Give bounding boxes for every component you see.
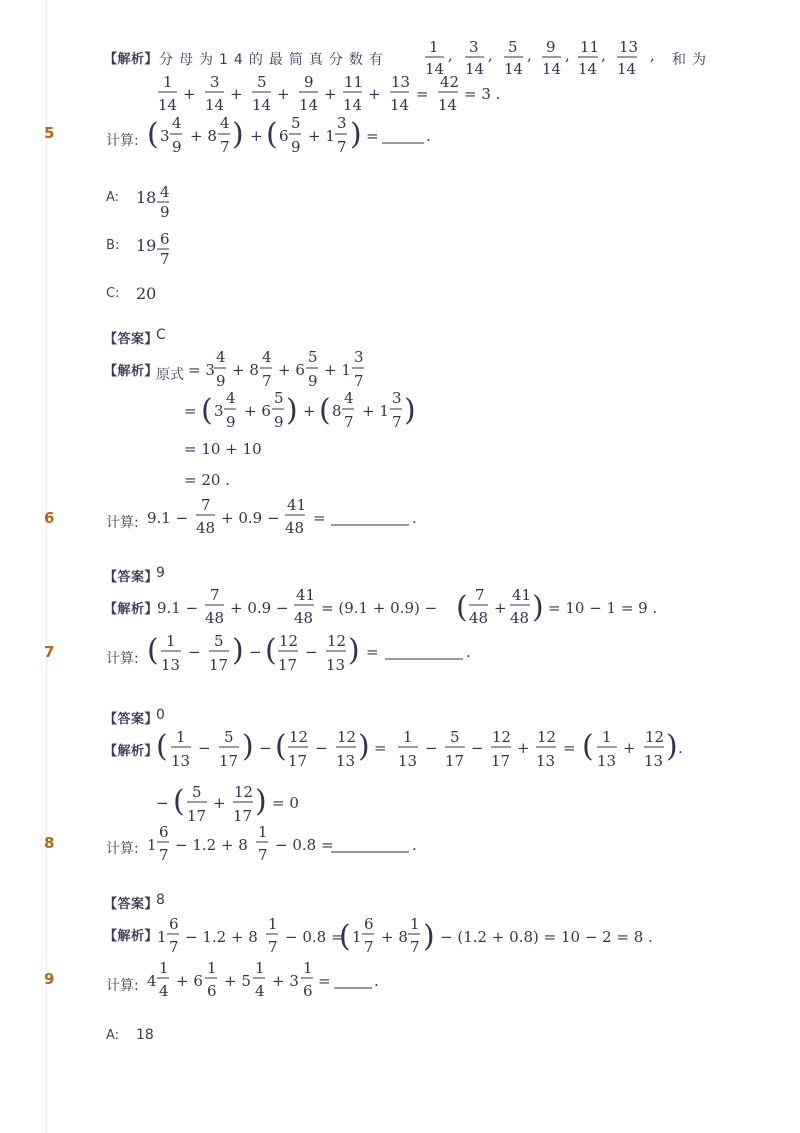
svg-text:7: 7 [169,938,179,956]
svg-text:8: 8 [332,402,342,420]
svg-text:6: 6 [160,230,170,248]
svg-text:4: 4 [262,348,272,366]
svg-text:5: 5 [308,348,318,366]
svg-text:48: 48 [510,609,530,627]
svg-text:): ) [404,393,416,428]
svg-text:+: + [250,127,263,145]
svg-text:1: 1 [429,38,439,56]
svg-text:13: 13 [597,752,617,770]
svg-text:41: 41 [512,586,532,604]
svg-text:14: 14 [504,60,524,78]
svg-text:14: 14 [390,96,410,114]
svg-text:6: 6 [207,982,217,1000]
svg-text:+ 6: + 6 [278,361,305,379]
svg-text:7: 7 [210,586,220,604]
svg-text:7: 7 [201,496,211,514]
problem-number: 7 [44,643,55,661]
svg-text:7: 7 [220,138,230,156]
svg-text:17: 17 [219,752,239,770]
svg-text:= 10 − 1 = 9 .: = 10 − 1 = 9 . [548,599,658,617]
svg-text:+ 8: + 8 [381,928,408,946]
svg-text:6: 6 [364,915,374,933]
svg-text:17: 17 [445,752,465,770]
svg-text:14: 14 [343,96,363,114]
svg-text:3: 3 [337,114,347,132]
svg-text:): ) [286,393,298,428]
svg-text:7: 7 [159,846,169,864]
analysis-tag: 【解析】 [104,364,159,379]
svg-text:11: 11 [344,73,364,91]
svg-text:): ) [255,784,267,819]
svg-text:): ) [242,729,254,764]
svg-text:): ) [666,729,678,764]
svg-text:9: 9 [172,138,182,156]
prompt-label: 计算: [106,978,139,994]
prompt-label: 计算: [106,651,139,667]
svg-text:−: − [305,643,318,661]
svg-text:13: 13 [619,38,639,56]
svg-text:.: . [412,836,417,854]
svg-text:−: − [315,739,328,757]
svg-text:4: 4 [344,389,354,407]
svg-text:(: ( [201,393,213,428]
svg-text:13: 13 [644,752,664,770]
svg-text:): ) [350,117,362,152]
svg-text:13: 13 [536,752,556,770]
svg-text:= 0: = 0 [272,794,299,812]
prompt-label: 计算: [106,841,139,857]
svg-text:= 10 + 10: = 10 + 10 [184,440,262,458]
svg-text:,: , [488,46,493,64]
svg-text:+ 6: + 6 [244,402,271,420]
option-letter[interactable]: A: [106,1028,120,1043]
svg-text:12: 12 [234,783,254,801]
svg-text:4: 4 [160,183,170,201]
problem5-expression [147,114,431,156]
svg-text:3: 3 [160,127,170,145]
svg-text:7: 7 [410,938,420,956]
svg-text:7: 7 [160,250,170,268]
svg-text:9: 9 [226,413,236,431]
option-letter[interactable]: A: [106,190,120,205]
svg-text:=: = [366,643,379,661]
svg-text:9: 9 [304,73,314,91]
svg-text:14: 14 [299,96,319,114]
svg-text:=: = [184,402,197,420]
svg-text:41: 41 [287,496,307,514]
svg-text:): ) [232,633,244,668]
svg-text:−: − [198,739,211,757]
svg-text:.: . [426,127,431,145]
answer-value: 9 [156,565,165,581]
svg-text:12: 12 [537,728,557,746]
svg-text:3: 3 [214,402,224,420]
svg-text:+: + [230,85,243,103]
svg-text:5: 5 [192,783,202,801]
svg-text:+: + [623,739,636,757]
svg-text:1: 1 [166,632,176,650]
svg-text:5: 5 [214,632,224,650]
svg-text:13: 13 [326,656,346,674]
svg-text:14: 14 [578,60,598,78]
svg-text:17: 17 [209,656,229,674]
problem8-expression [147,823,417,864]
svg-text:7: 7 [268,938,278,956]
svg-text:14: 14 [617,60,637,78]
svg-text:13: 13 [398,752,418,770]
svg-text:=: = [563,739,576,757]
svg-text:12: 12 [279,632,299,650]
problem5-analysis [184,348,416,489]
problem-number: 5 [44,124,55,142]
svg-text:4: 4 [172,114,182,132]
problem6-analysis [157,586,657,627]
intro-fractions [425,38,655,78]
svg-text:1: 1 [258,823,268,841]
svg-text:12: 12 [289,728,309,746]
answer-value: 0 [156,707,165,723]
svg-text:(: ( [147,633,159,668]
svg-text:= 3 .: = 3 . [464,85,501,103]
svg-text:7: 7 [364,938,374,956]
svg-text:1: 1 [157,928,167,946]
svg-text:48: 48 [196,519,216,537]
svg-text:(: ( [147,117,159,152]
svg-text:+ 8: + 8 [232,361,259,379]
svg-text:7: 7 [392,413,402,431]
svg-text:48: 48 [294,609,314,627]
problem-number: 6 [44,509,55,527]
svg-text:5: 5 [450,728,460,746]
svg-text:1: 1 [207,959,217,977]
svg-text:1: 1 [255,959,265,977]
answer-tag: 【答案】 [104,570,159,585]
svg-text:(: ( [582,729,594,764]
svg-text:,: , [565,46,570,64]
svg-text:17: 17 [288,752,308,770]
svg-text:48: 48 [285,519,305,537]
svg-text:9.1 −: 9.1 − [157,599,199,617]
svg-text:13: 13 [336,752,356,770]
svg-text:+: + [517,739,530,757]
svg-text:14: 14 [542,60,562,78]
svg-text:13: 13 [161,656,181,674]
svg-text:3: 3 [469,38,479,56]
analysis-tag: 【解析】 [104,52,159,67]
option-value[interactable]: 18 [136,1027,154,1043]
svg-text:5: 5 [291,114,301,132]
option-value[interactable]: 20 [136,284,157,303]
svg-text:.: . [466,643,471,661]
svg-text:1: 1 [163,73,173,91]
svg-text:,: , [601,46,606,64]
svg-text:+ 3: + 3 [272,972,299,990]
svg-text:=: = [366,127,379,145]
svg-text:14: 14 [425,60,445,78]
svg-text:13: 13 [391,73,411,91]
original-label: 原式 [156,367,184,383]
problem9-expression [147,959,379,1000]
svg-text:=: = [313,509,326,527]
svg-text:− 1.2 + 8: − 1.2 + 8 [175,836,248,854]
svg-text:+ 6: + 6 [176,972,203,990]
answer-tag: 【答案】 [104,712,159,727]
svg-text:48: 48 [205,609,225,627]
problem7-expression [147,632,471,674]
svg-text:7: 7 [337,138,347,156]
svg-text:+ 0.9 −: + 0.9 − [221,509,280,527]
svg-text:.: . [412,509,417,527]
svg-text:(: ( [339,919,351,954]
svg-text:1: 1 [176,728,186,746]
svg-text:− 0.8 =: − 0.8 = [275,836,334,854]
answer-value: C [156,327,166,343]
svg-text:=: = [374,739,387,757]
svg-text:12: 12 [327,632,347,650]
intro-text: 分母为14的最简真分数有 [159,52,389,68]
svg-text:(: ( [456,590,468,625]
svg-text:3: 3 [354,348,364,366]
svg-text:): ) [348,633,360,668]
problem7-analysis [156,728,683,825]
svg-text:= 3: = 3 [188,361,215,379]
svg-text:1: 1 [147,836,157,854]
svg-text:12: 12 [645,728,665,746]
intro-and-text: 和为 [672,52,712,68]
svg-text:4: 4 [216,348,226,366]
svg-text:14: 14 [158,96,178,114]
option-value[interactable]: 19 [136,236,157,255]
option-value[interactable]: 18 [136,188,157,207]
svg-text:,: , [448,46,453,64]
svg-text:+ 1: + 1 [324,361,351,379]
svg-text:7: 7 [344,413,354,431]
svg-text:− 1.2 + 8: − 1.2 + 8 [185,928,258,946]
svg-text:17: 17 [491,752,511,770]
svg-text:6: 6 [303,982,313,1000]
svg-text:9: 9 [274,413,284,431]
svg-text:= (9.1 + 0.9) −: = (9.1 + 0.9) − [321,599,438,617]
svg-text:3: 3 [210,73,220,91]
svg-text:14: 14 [465,60,485,78]
svg-text:− (1.2 + 0.8) = 10 − 2 = 8 .: − (1.2 + 0.8) = 10 − 2 = 8 . [440,928,653,946]
analysis-tag: 【解析】 [104,602,159,617]
svg-text:−: − [425,739,438,757]
svg-text:9: 9 [216,372,226,390]
svg-text:+ 1: + 1 [308,127,335,145]
svg-text:=: = [416,85,429,103]
svg-text:5: 5 [508,38,518,56]
svg-text:1: 1 [602,728,612,746]
svg-text:+: + [277,85,290,103]
svg-text:7: 7 [262,372,272,390]
svg-text:5: 5 [224,728,234,746]
svg-text:+ 0.9 −: + 0.9 − [230,599,289,617]
prompt-label: 计算: [106,515,139,531]
svg-text:−: − [471,739,484,757]
svg-text:13: 13 [171,752,191,770]
svg-text:−: − [259,739,272,757]
svg-text:14: 14 [252,96,272,114]
svg-text:,: , [650,46,655,64]
svg-text:12: 12 [337,728,357,746]
svg-text:9.1 −: 9.1 − [147,509,189,527]
svg-text:17: 17 [187,807,207,825]
answer-value: 8 [156,892,165,908]
svg-text:+: + [494,599,507,617]
svg-text:(: ( [275,729,287,764]
svg-text:+ 8: + 8 [190,127,217,145]
svg-text:+: + [213,794,226,812]
svg-text:9: 9 [308,372,318,390]
svg-text:− 0.8 =: − 0.8 = [285,928,344,946]
svg-text:1: 1 [403,728,413,746]
svg-text:4: 4 [159,982,169,1000]
svg-text:(: ( [156,729,168,764]
svg-text:=: = [318,972,331,990]
svg-text:11: 11 [580,38,600,56]
svg-text:): ) [423,919,435,954]
svg-text:17: 17 [233,807,253,825]
problem-number: 9 [44,970,55,988]
svg-text:5: 5 [274,389,284,407]
svg-text:+: + [368,85,381,103]
analysis-tag: 【解析】 [104,929,159,944]
svg-text:9: 9 [291,138,301,156]
svg-text:1: 1 [159,959,169,977]
svg-text:4: 4 [226,389,236,407]
svg-text:41: 41 [296,586,316,604]
svg-text:−: − [188,643,201,661]
svg-text:5: 5 [257,73,267,91]
svg-text:= 20 .: = 20 . [184,471,230,489]
svg-text:−: − [156,794,169,812]
svg-text:(: ( [265,633,277,668]
svg-text:+ 5: + 5 [224,972,251,990]
svg-text:9: 9 [160,203,170,221]
svg-text:14: 14 [205,96,225,114]
svg-text:+: + [303,402,316,420]
svg-text:12: 12 [492,728,512,746]
svg-text:,: , [527,46,532,64]
svg-text:1: 1 [303,959,313,977]
svg-text:1: 1 [268,915,278,933]
svg-text:+ 1: + 1 [362,402,389,420]
prompt-label: 计算: [106,133,139,149]
svg-text:4: 4 [147,972,157,990]
problem-number: 8 [44,834,55,852]
option-letter[interactable]: B: [106,238,120,253]
svg-text:(: ( [319,393,331,428]
svg-text:+: + [324,85,337,103]
svg-text:42: 42 [440,73,460,91]
svg-text:4: 4 [255,982,265,1000]
svg-text:6: 6 [159,823,169,841]
answer-tag: 【答案】 [104,332,159,347]
problem6-expression [147,496,417,537]
svg-text:7: 7 [258,846,268,864]
option-letter[interactable]: C: [106,286,120,301]
analysis-tag: 【解析】 [104,744,159,759]
svg-text:6: 6 [169,915,179,933]
answer-tag: 【答案】 [104,897,159,912]
svg-text:3: 3 [392,389,402,407]
svg-text:.: . [678,739,683,757]
svg-text:6: 6 [279,127,289,145]
svg-text:−: − [249,643,262,661]
svg-text:): ) [232,117,244,152]
svg-text:9: 9 [546,38,556,56]
svg-text:48: 48 [469,609,489,627]
svg-text:(: ( [266,117,278,152]
svg-text:17: 17 [278,656,298,674]
svg-text:7: 7 [475,586,485,604]
svg-text:14: 14 [438,96,458,114]
svg-text:): ) [532,590,544,625]
svg-text:.: . [374,972,379,990]
svg-text:1: 1 [410,915,420,933]
intro-sum [158,73,500,114]
svg-text:): ) [358,729,370,764]
svg-text:(: ( [173,784,185,819]
svg-text:7: 7 [354,372,364,390]
problem8-analysis [157,915,653,956]
svg-text:1: 1 [352,928,362,946]
svg-text:4: 4 [220,114,230,132]
svg-text:+: + [183,85,196,103]
